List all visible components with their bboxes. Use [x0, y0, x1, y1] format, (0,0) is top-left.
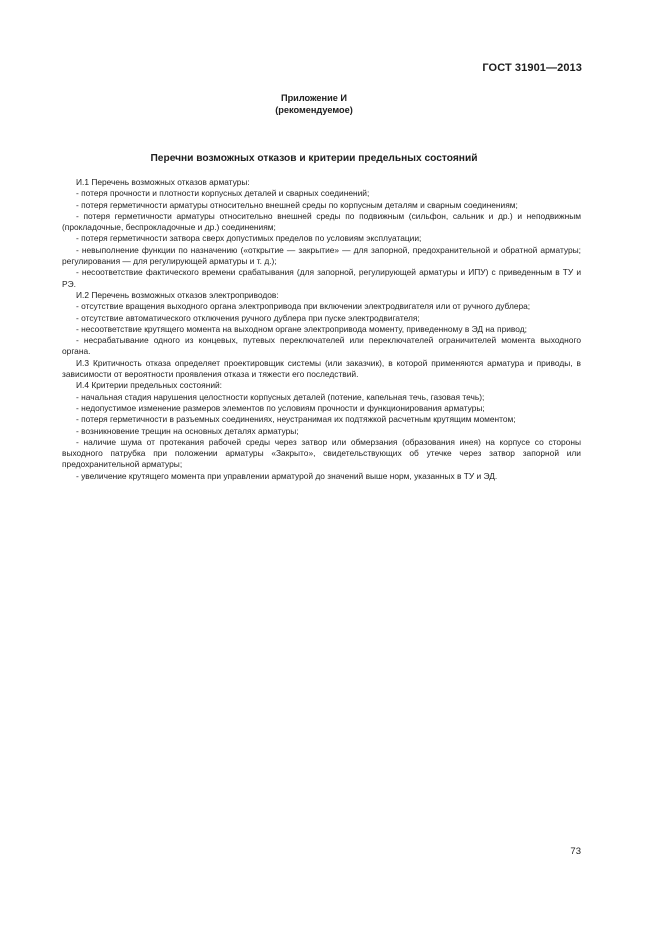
paragraph: - несрабатывание одного из концевых, путевых переключателей или переключателей ограничителей момента выходного органа. [62, 335, 581, 357]
annex-title: Приложение И [280, 93, 348, 103]
paragraph: - потеря герметичности арматуры относительно внешней среды по подвижным (сильфон, сальник и др.) и неподвижным (прокладочные, беспрокладочные и др.) соединениям; [62, 210, 581, 233]
paragraph: - потеря герметичности затвора сверх допустимых пределов по условиям эксплуатации; [76, 233, 422, 244]
annex-heading [0, 92, 628, 116]
paragraph: И.1 Перечень возможных отказов арматуры: [76, 177, 250, 187]
paragraph: - несоответствие крутящего момента на выходном органе электропривода моменту, приведенному в ЭД на привод; [76, 323, 527, 334]
paragraph: - начальная стадия нарушения целостности корпусных деталей (потение, капельная течь, газовая течь); [76, 391, 485, 402]
section-title: Перечни возможных отказов и критерии предельных состояний [150, 153, 478, 164]
document-body [62, 177, 581, 482]
document-number-header: ГОСТ 31901—2013 [482, 62, 582, 74]
paragraph: И.2 Перечень возможных отказов электроприводов: [76, 289, 279, 300]
paragraph: И.3 Критичность отказа определяет проектировщик системы (или заказчик), в которой применяются арматура и приводы, в зависимости от вероятности проявления отказа и тяжести его последствий. [62, 357, 581, 380]
paragraph: - несоответствие фактического времени срабатывания (для запорной, регулирующей арматуры и ИПУ) с приведенным в ТУ и РЭ. [62, 267, 581, 289]
paragraph: - потеря герметичности арматуры относительно внешней среды по корпусным деталям и сварным соединениям; [76, 199, 518, 210]
paragraph: - недопустимое изменение размеров элементов по условиям прочности и функционирования арматуры; [76, 402, 485, 413]
paragraph: - отсутствие вращения выходного органа электропривода при включении электродвигателя или от ручного дублера; [76, 301, 531, 312]
page-number: 73 [570, 846, 581, 857]
paragraph: - невыполнение функции по назначению («открытие — закрытие» — для запорной, предохранительной и обратной арматуры; регулирования — для регулирующей арматуры и т. д.); [62, 244, 581, 267]
paragraph: - наличие шума от протекания рабочей среды через затвор или обмерзания (образования инея) на корпусе со стороны выходного патрубка при положении арматуры «Закрыто», свидетельствующих об утечке через затвор запорной или предохранительной арматуры; [62, 436, 581, 470]
paragraph: - потеря герметичности в разъемных соединениях, неустранимая их подтяжкой расчетным крутящим моментом; [76, 414, 516, 425]
paragraph: - возникновение трещин на основных деталях арматуры; [76, 425, 299, 436]
paragraph: - отсутствие автоматического отключения ручного дублера при пуске электродвигателя; [76, 312, 420, 323]
paragraph: - увеличение крутящего момента при управлении арматурой до значений выше норм, указанных в ТУ и ЭД. [76, 470, 498, 481]
paragraph: - потеря прочности и плотности корпусных деталей и сварных соединений; [76, 188, 370, 199]
paragraph: И.4 Критерии предельных состояний: [76, 380, 222, 391]
annex-status: (рекомендуемое) [275, 105, 353, 115]
